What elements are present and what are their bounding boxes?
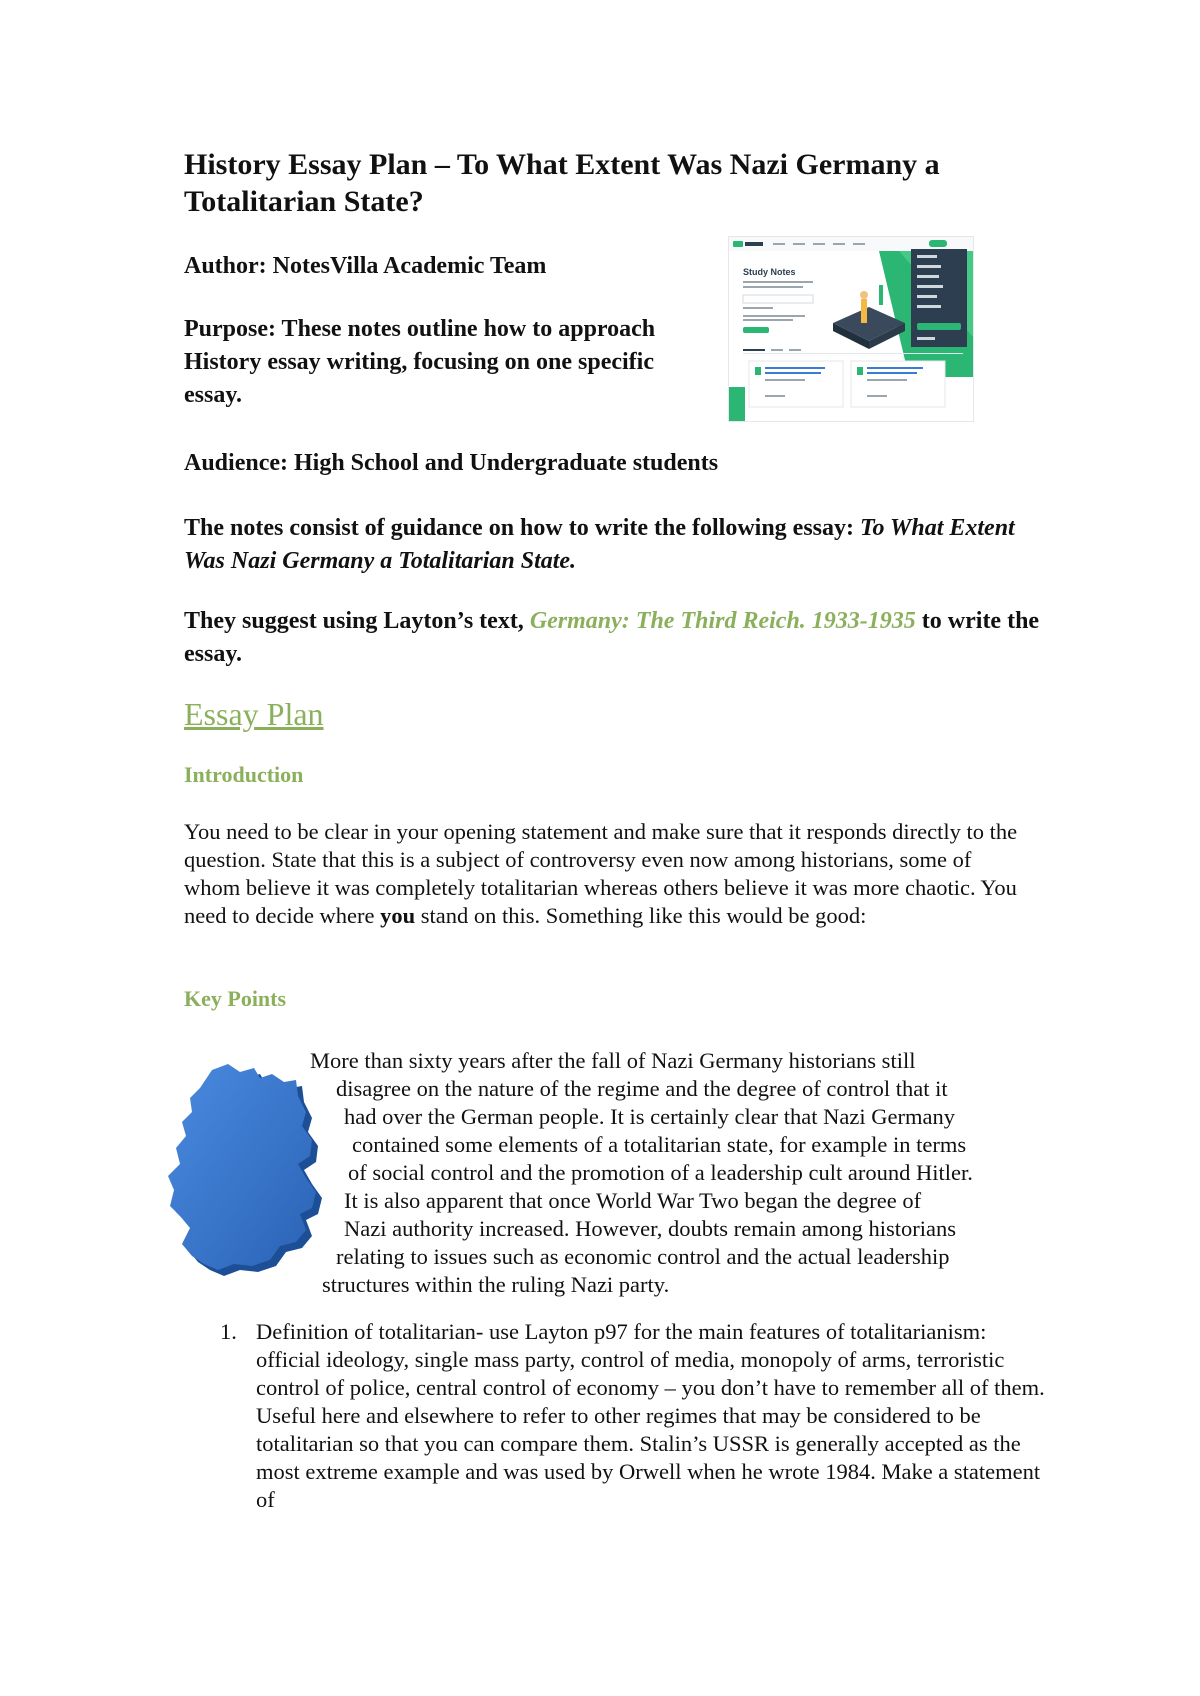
key-points-line: contained some elements of a totalitarian state, for example in terms bbox=[352, 1132, 967, 1157]
key-points-line: of social control and the promotion of a leadership cult around Hitler. bbox=[348, 1160, 973, 1185]
suggest-prefix: They suggest using Layton’s text, bbox=[184, 608, 530, 634]
website-screenshot-image bbox=[728, 236, 974, 422]
key-points-line: More than sixty years after the fall of Nazi Germany historians still bbox=[310, 1048, 916, 1073]
notes-line bbox=[184, 512, 1044, 578]
key-points-heading: Key Points bbox=[184, 986, 287, 1011]
screenshot-heading: Study Notes bbox=[743, 267, 796, 277]
essay-plan-heading: Essay Plan bbox=[184, 696, 324, 732]
germany-map-image bbox=[160, 1060, 334, 1276]
key-points-line: disagree on the nature of the regime and the degree of control that it bbox=[336, 1076, 948, 1101]
key-points-line: structures within the ruling Nazi party. bbox=[322, 1272, 670, 1297]
list-number: 1. bbox=[220, 1319, 237, 1344]
introduction-heading: Introduction bbox=[184, 762, 304, 787]
germany-map-graphic bbox=[160, 1060, 334, 1276]
audience-line: Audience: High School and Undergraduate students bbox=[184, 450, 719, 476]
intro-text-bold: you bbox=[380, 903, 416, 928]
intro-text-1: You need to be clear in your opening statement and make sure that it responds directly to the question. State that this is a subject of controversy even now among historians, some of whom believe it was completely totalitarian whereas others believe it was more chaotic. You need to decide where bbox=[184, 819, 1018, 928]
intro-text-2: stand on this. Something like this would be good: bbox=[415, 903, 867, 928]
purpose-line: Purpose: These notes outline how to approach History essay writing, focusing on one specific essay. bbox=[184, 316, 656, 408]
author-line: Author: NotesVilla Academic Team bbox=[184, 253, 547, 279]
book-title: Germany: The Third Reich. 1933-1935 bbox=[529, 608, 916, 634]
list-item-1: Definition of totalitarian- use Layton p97 for the main features of totalitarianism: official ideology, single mass party, control of media, monopoly of arms, terroristic control of police, central control of economy – you don’t have to remember all of them. Useful here and elsewhere to refer to other regimes that may be considered to be totalitarian so that you can compare them. Stalin’s USSR is generally accepted as the most extreme example and was used by Orwell when he wrote 1984. Make a statement of bbox=[256, 1319, 1045, 1512]
suggest-suffix: to write the essay. bbox=[184, 608, 1040, 667]
suggest-line bbox=[184, 605, 1044, 671]
key-points-line: had over the German people. It is certainly clear that Nazi Germany bbox=[344, 1104, 955, 1129]
website-screenshot-graphic bbox=[729, 237, 973, 421]
key-points-line: It is also apparent that once World War Two began the degree of bbox=[344, 1188, 922, 1213]
key-points-line: relating to issues such as economic control and the actual leadership bbox=[336, 1244, 950, 1269]
notes-line-essay: To What Extent Was Nazi Germany a Totalitarian State. bbox=[184, 515, 1015, 574]
key-points-line: Nazi authority increased. However, doubts remain among historians bbox=[344, 1216, 957, 1241]
notes-line-prefix: The notes consist of guidance on how to write the following essay: bbox=[184, 515, 860, 541]
introduction-paragraph bbox=[184, 818, 1024, 930]
document-title: History Essay Plan – To What Extent Was Nazi Germany a Totalitarian State? bbox=[184, 148, 940, 218]
